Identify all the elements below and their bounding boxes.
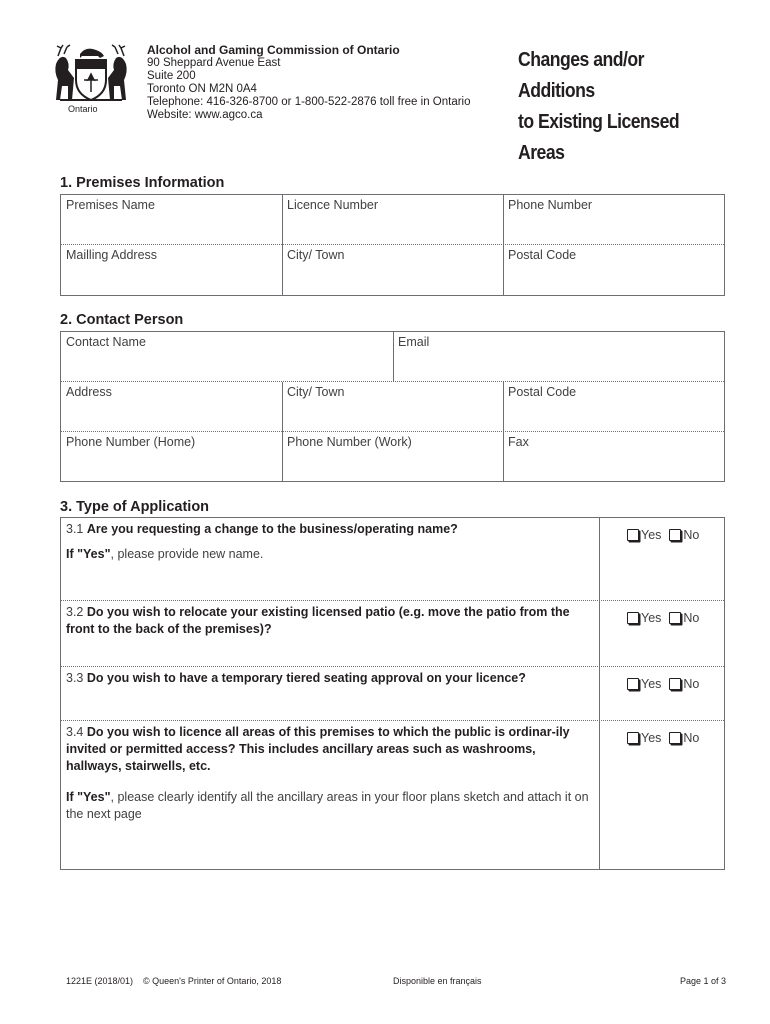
organization-address-block: [147, 44, 471, 122]
telephone-line: Telephone: 416-326-8700 or 1-800-522-2876 toll free in Ontario: [147, 96, 471, 108]
question-number: 3.3: [66, 671, 84, 685]
contact-city-label: City/ Town: [287, 385, 345, 399]
question-number: 3.2: [66, 605, 84, 619]
no-label: No: [683, 731, 700, 745]
fax-field[interactable]: [503, 432, 724, 481]
type-of-application-table: [60, 517, 725, 870]
email-label: Email: [398, 335, 430, 349]
question-number: 3.1: [66, 522, 84, 536]
question-text: Do you wish to licence all areas of this premises to which the public is ordinar-ily invited or permitted access? This includes ancillary areas such as washrooms, hallways, stairwells, etc.: [66, 725, 570, 773]
form-title-line-2: to Existing Licensed Areas: [518, 110, 680, 164]
premises-postal-code-label: Postal Code: [508, 248, 577, 262]
email-field[interactable]: [393, 332, 724, 381]
mailing-address-field[interactable]: [61, 245, 282, 295]
page-number: Page 1 of 3: [680, 976, 727, 986]
phone-home-label: Phone Number (Home): [66, 435, 196, 449]
question-text: Are you requesting a change to the business/operating name?: [86, 522, 458, 536]
phone-work-field[interactable]: [282, 432, 503, 481]
contact-address-label: Address: [66, 385, 112, 399]
no-label: No: [683, 528, 700, 542]
yes-checkbox[interactable]: [627, 732, 639, 744]
form-code: 1221E (2018/01): [66, 976, 134, 986]
premises-city-field[interactable]: [282, 245, 503, 295]
question-3-3: [61, 667, 599, 720]
question-3-3-yes-no: [622, 674, 712, 694]
yes-label: Yes: [641, 677, 662, 691]
followup-emphasis: If "Yes": [66, 547, 111, 561]
question-3-1-yes-no: [622, 525, 712, 545]
question-3-4: [61, 721, 599, 869]
contact-postal-code-label: Postal Code: [508, 385, 577, 399]
contact-person-table: [60, 331, 725, 482]
licence-number-field[interactable]: [282, 195, 503, 244]
question-followup[interactable]: [66, 546, 594, 563]
copyright-notice: © Queen's Printer of Ontario, 2018: [143, 976, 282, 986]
logo-caption: Ontario: [68, 104, 98, 114]
section-2-title: 2. Contact Person: [60, 312, 184, 328]
section-1-title: 1. Premises Information: [60, 175, 225, 191]
followup-emphasis: If "Yes": [66, 790, 111, 804]
mailing-address-label: Mailling Address: [66, 248, 158, 262]
followup-text: , please clearly identify all the ancillary areas in your floor plans sketch and attach it on the next page: [66, 790, 589, 821]
organization-name: Alcohol and Gaming Commission of Ontario: [147, 43, 400, 57]
contact-postal-code-field[interactable]: [503, 382, 724, 431]
question-3-4-yes-no: [622, 728, 712, 748]
address-line-2: Suite 200: [147, 70, 196, 82]
premises-city-label: City/ Town: [287, 248, 345, 262]
french-availability-note: Disponible en français: [393, 976, 482, 986]
premises-information-table: [60, 194, 725, 296]
premises-postal-code-field[interactable]: [503, 245, 724, 295]
address-line-1: 90 Sheppard Avenue East: [147, 57, 281, 69]
no-checkbox[interactable]: [669, 612, 681, 624]
question-3-2: [61, 601, 599, 666]
no-label: No: [683, 677, 700, 691]
premises-name-label: Premises Name: [66, 198, 155, 212]
question-followup[interactable]: [66, 789, 594, 823]
phone-home-field[interactable]: [61, 432, 282, 481]
no-checkbox[interactable]: [669, 678, 681, 690]
yes-checkbox[interactable]: [627, 678, 639, 690]
licence-number-label: Licence Number: [287, 198, 379, 212]
followup-text: , please provide new name.: [110, 547, 264, 561]
yes-checkbox[interactable]: [627, 612, 639, 624]
no-label: No: [683, 611, 700, 625]
question-3-1: [61, 518, 599, 600]
phone-work-label: Phone Number (Work): [287, 435, 412, 449]
premises-name-field[interactable]: [61, 195, 282, 244]
yes-label: Yes: [641, 611, 662, 625]
yes-checkbox[interactable]: [627, 529, 639, 541]
fax-label: Fax: [508, 435, 529, 449]
website-line: Website: www.agco.ca: [147, 109, 263, 121]
premises-phone-field[interactable]: [503, 195, 724, 244]
form-title: [518, 44, 707, 168]
question-text: Do you wish to relocate your existing licensed patio (e.g. move the patio from the front to the back of the premises)?: [66, 605, 570, 636]
question-text: Do you wish to have a temporary tiered seating approval on your licence?: [86, 671, 526, 685]
section-3-title: 3. Type of Application: [60, 499, 210, 515]
contact-name-field[interactable]: [61, 332, 393, 381]
yes-label: Yes: [641, 731, 662, 745]
question-3-2-yes-no: [622, 608, 712, 628]
no-checkbox[interactable]: [669, 529, 681, 541]
contact-name-label: Contact Name: [66, 335, 146, 349]
contact-address-field[interactable]: [61, 382, 282, 431]
question-number: 3.4: [66, 725, 84, 739]
no-checkbox[interactable]: [669, 732, 681, 744]
form-title-line-1: Changes and/or Additions: [518, 48, 645, 102]
premises-phone-label: Phone Number: [508, 198, 593, 212]
yes-label: Yes: [641, 528, 662, 542]
contact-city-field[interactable]: [282, 382, 503, 431]
address-line-3: Toronto ON M2N 0A4: [147, 83, 257, 95]
